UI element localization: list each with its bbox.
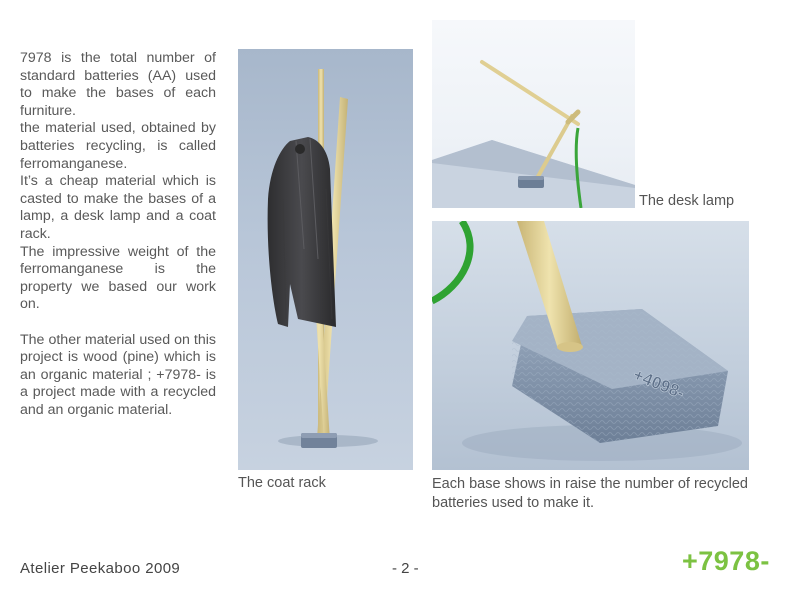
body-text xyxy=(20,50,216,419)
desk-lamp-illustration xyxy=(432,20,635,208)
coat-rack-photo xyxy=(238,49,413,470)
coat-rack-caption: The coat rack xyxy=(238,475,326,491)
footer-project-logo: +7978- xyxy=(682,546,770,576)
paragraph-material: the material used, obtained by batteries recycling, is called ferromanganese. xyxy=(20,120,216,172)
paragraph-total-batteries: 7978 is the total number of standard batteries (AA) used to make the bases of each furniture. xyxy=(20,50,216,119)
paragraph-wood: The other material used on this project is wood (pine) which is an organic material ; +7978- is a project made with a recycled and an organic material. xyxy=(20,331,216,418)
base-detail-illustration xyxy=(432,221,749,470)
desk-lamp-caption: The desk lamp xyxy=(639,193,735,209)
base-detail-photo xyxy=(432,221,749,470)
coat-rack-illustration xyxy=(238,49,413,470)
footer-page-number: - 2 - xyxy=(392,560,419,577)
paragraph-gap xyxy=(20,314,216,332)
base-detail-caption: Each base shows in raise the number of recycled batteries used to make it. xyxy=(432,476,748,511)
paragraph-casting: It’s a cheap material which is casted to make the bases of a lamp, a desk lamp and a coat rack. xyxy=(20,173,216,242)
footer-studio-name: Atelier Peekaboo 2009 xyxy=(20,560,181,577)
base-engraving-number: +4098- xyxy=(630,365,688,403)
desk-lamp-photo xyxy=(432,20,635,208)
paragraph-weight: The impressive weight of the ferromanganese is the property we based our work on. xyxy=(20,243,216,313)
